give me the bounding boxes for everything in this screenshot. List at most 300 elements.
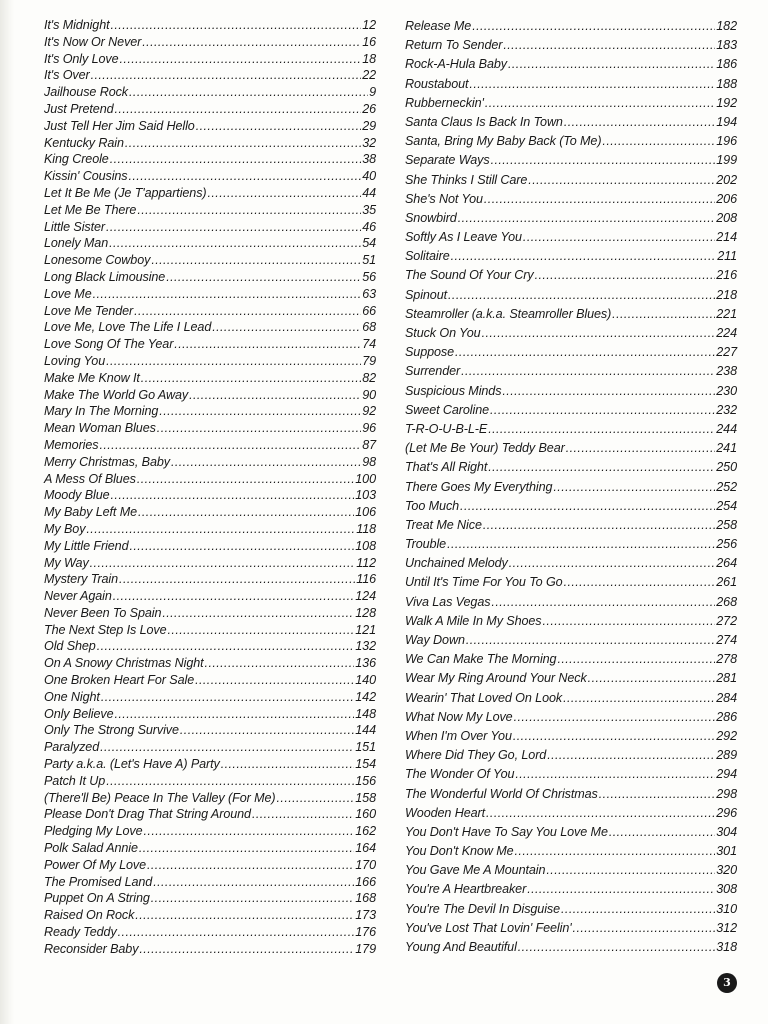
song-title: She Thinks I Still Care	[405, 172, 528, 187]
song-title: Mystery Train	[44, 572, 119, 587]
dot-leader	[174, 336, 361, 353]
song-page-number: 35	[362, 202, 376, 217]
song-page-number: 12	[362, 18, 376, 32]
song-title: Sweet Caroline	[405, 402, 490, 417]
song-page-number: 118	[356, 521, 376, 536]
song-page-number: 66	[362, 303, 376, 318]
dot-leader	[93, 286, 362, 303]
index-entry	[405, 94, 737, 113]
song-page-number: 38	[362, 152, 376, 167]
index-entry	[44, 403, 376, 420]
dot-leader	[491, 151, 716, 170]
dot-leader	[515, 842, 716, 861]
song-page-number: 98	[362, 454, 376, 469]
song-page-number: 206	[716, 191, 737, 206]
index-entry	[44, 487, 376, 504]
dot-leader	[563, 689, 715, 708]
dot-leader	[599, 785, 716, 804]
index-entry	[405, 305, 737, 324]
song-page-number: 18	[362, 51, 376, 66]
song-page-number: 121	[355, 622, 376, 637]
song-page-number: 294	[716, 767, 737, 782]
index-entry	[44, 504, 376, 521]
dot-leader	[106, 353, 361, 370]
song-title: The Wonderful World Of Christmas	[405, 786, 598, 801]
song-page-number: 44	[362, 185, 376, 200]
song-page-number: 56	[362, 269, 376, 284]
song-page-number: 22	[362, 68, 376, 83]
dot-leader	[157, 420, 361, 437]
song-title: Old Shep	[44, 639, 96, 654]
song-page-number: 179	[355, 941, 376, 956]
index-entry	[44, 890, 376, 907]
song-title: Wear My Ring Around Your Neck	[405, 671, 587, 686]
index-entry	[405, 804, 737, 823]
dot-leader	[566, 439, 716, 458]
index-entry	[44, 336, 376, 353]
dot-leader	[557, 650, 715, 669]
dot-leader	[458, 209, 716, 228]
index-entry	[44, 924, 376, 941]
song-title: It's Now Or Never	[44, 34, 142, 49]
song-page-number: 286	[716, 709, 737, 724]
song-page-number: 9	[369, 85, 376, 100]
song-title: Love Me, Love The Life I Lead	[44, 320, 212, 335]
dot-leader	[277, 790, 355, 807]
index-entry	[44, 168, 376, 185]
song-title: (There'll Be) Peace In The Valley (For Me)	[44, 790, 276, 805]
song-page-number: 211	[717, 249, 737, 264]
song-title: Suppose	[405, 345, 455, 360]
song-title: Never Again	[44, 589, 112, 604]
song-title: Memories	[44, 437, 99, 452]
song-title: Just Pretend	[44, 101, 114, 116]
song-title: Surrender	[405, 364, 461, 379]
index-entry	[405, 343, 737, 362]
song-title: The Sound Of Your Cry	[405, 268, 534, 283]
index-entry	[405, 151, 737, 170]
song-page-number: 26	[362, 101, 376, 116]
index-entry	[44, 571, 376, 588]
dot-leader	[111, 17, 362, 34]
index-entry	[44, 790, 376, 807]
index-entry	[405, 708, 737, 727]
song-title: There Goes My Everything	[405, 479, 553, 494]
index-entry	[44, 655, 376, 672]
dot-leader	[138, 504, 354, 521]
index-entry	[44, 756, 376, 773]
index-entry	[405, 36, 737, 55]
song-title: Never Been To Spain	[44, 605, 162, 620]
song-page-number: 74	[362, 337, 376, 352]
song-page-number: 90	[362, 387, 376, 402]
dot-leader	[447, 535, 715, 554]
index-entry	[405, 880, 737, 899]
song-title: Stuck On You	[405, 326, 481, 340]
song-page-number: 183	[716, 38, 737, 53]
index-entry	[44, 538, 376, 555]
song-title: Way Down	[405, 633, 465, 647]
dot-leader	[509, 554, 716, 573]
song-title: The Promised Land	[44, 874, 153, 889]
song-title: What Now My Love	[405, 709, 513, 724]
song-page-number: 166	[355, 874, 376, 889]
song-page-number: 82	[362, 370, 376, 385]
dot-leader	[129, 168, 362, 185]
index-entry	[44, 235, 376, 252]
song-page-number: 188	[716, 76, 737, 91]
index-entry	[44, 638, 376, 655]
dot-leader	[515, 765, 715, 784]
index-entry	[405, 497, 737, 516]
song-page-number: 160	[355, 807, 376, 822]
index-entry	[405, 727, 737, 746]
dot-leader	[134, 303, 361, 320]
index-entry	[405, 286, 737, 305]
song-title: Kentucky Rain	[44, 135, 124, 150]
index-entry	[405, 554, 737, 573]
song-page-number: 296	[716, 805, 737, 820]
song-page-number: 218	[716, 287, 737, 302]
song-page-number: 252	[716, 479, 737, 494]
song-page-number: 151	[355, 740, 376, 755]
song-title: Return To Sender	[405, 38, 503, 53]
song-page-number: 292	[716, 728, 737, 743]
index-entry	[44, 454, 376, 471]
song-title: Let It Be Me (Je T'appartiens)	[44, 185, 207, 200]
song-title: Moody Blue	[44, 488, 110, 503]
song-page-number: 289	[716, 748, 737, 763]
song-title: Santa, Bring My Baby Back (To Me)	[405, 134, 602, 149]
index-entry	[44, 151, 376, 168]
song-title: Unchained Melody	[405, 556, 508, 571]
song-page-number: 68	[362, 320, 376, 335]
dot-leader	[135, 907, 354, 924]
song-page-number: 132	[355, 639, 376, 654]
dot-leader	[561, 900, 715, 919]
index-entry	[44, 874, 376, 891]
dot-leader	[573, 919, 716, 938]
song-title: Love Me Tender	[44, 303, 134, 318]
dot-leader	[97, 638, 355, 655]
index-entry	[405, 842, 737, 861]
song-title: Walk A Mile In My Shoes	[405, 613, 542, 628]
index-entry	[405, 75, 737, 94]
song-title: Roustabout	[405, 76, 469, 91]
song-title: Softly As I Leave You	[405, 230, 522, 245]
dot-leader	[115, 101, 362, 118]
dot-leader	[86, 521, 355, 538]
index-entry	[44, 353, 376, 370]
song-title: My Baby Left Me	[44, 505, 137, 520]
song-page-number: 54	[362, 236, 376, 251]
dot-leader	[141, 370, 361, 387]
song-title: Snowbird	[405, 210, 457, 225]
dot-leader	[90, 555, 356, 572]
index-entry	[405, 266, 737, 285]
index-entry	[44, 387, 376, 404]
dot-leader	[518, 938, 716, 957]
song-page-number: 301	[716, 844, 737, 859]
song-title: Until It's Time For You To Go	[405, 575, 563, 590]
song-page-number: 186	[716, 57, 737, 72]
song-title: You've Lost That Lovin' Feelin'	[405, 920, 572, 935]
song-page-number: 116	[356, 572, 376, 587]
song-title: It's Midnight	[44, 18, 110, 32]
song-title: (Let Me Be Your) Teddy Bear	[405, 441, 565, 456]
index-entry	[44, 521, 376, 538]
song-title: Only The Strong Survive	[44, 723, 179, 738]
song-page-number: 16	[362, 34, 376, 49]
index-entry	[405, 382, 737, 401]
dot-leader	[491, 593, 715, 612]
song-title: Party a.k.a. (Let's Have A) Party	[44, 757, 220, 772]
index-entry	[44, 303, 376, 320]
index-entry	[405, 938, 737, 957]
dot-leader	[564, 113, 715, 132]
song-index-right-column	[405, 17, 737, 957]
song-page-number: 274	[716, 633, 737, 647]
song-page-number: 170	[355, 857, 376, 872]
song-page-number: 92	[362, 404, 376, 419]
index-entry	[405, 439, 737, 458]
dot-leader	[482, 324, 716, 343]
song-page-number: 156	[355, 773, 376, 788]
index-entry	[405, 861, 737, 880]
index-entry	[44, 823, 376, 840]
song-title: Spinout	[405, 287, 448, 302]
index-entry	[405, 209, 737, 228]
dot-leader	[612, 305, 715, 324]
dot-leader	[547, 746, 715, 765]
song-page-number: 278	[716, 652, 737, 667]
index-entry	[405, 171, 737, 190]
dot-leader	[196, 118, 361, 135]
dot-leader	[106, 219, 361, 236]
index-entry	[44, 135, 376, 152]
dot-leader	[451, 247, 717, 266]
song-page-number: 318	[716, 940, 737, 954]
song-page-number: 256	[716, 537, 737, 552]
dot-leader	[129, 84, 368, 101]
dot-leader	[513, 727, 715, 746]
song-page-number: 162	[355, 824, 376, 839]
dot-leader	[523, 228, 715, 247]
dot-leader	[484, 190, 715, 209]
song-title: Please Don't Drag That String Around	[44, 807, 251, 822]
song-page-number: 230	[716, 383, 737, 398]
song-title: Lonely Man	[44, 236, 109, 251]
song-title: One Night	[44, 689, 100, 704]
song-page-number: 96	[362, 421, 376, 436]
index-entry	[405, 516, 737, 535]
index-entry	[44, 672, 376, 689]
song-page-number: 144	[355, 723, 376, 738]
index-entry	[44, 51, 376, 68]
index-entry	[44, 286, 376, 303]
song-title: Separate Ways	[405, 153, 490, 168]
index-entry	[405, 458, 737, 477]
song-title: It's Over	[44, 68, 90, 83]
index-entry	[44, 907, 376, 924]
index-entry	[44, 319, 376, 336]
index-entry	[44, 739, 376, 756]
index-entry	[44, 857, 376, 874]
song-page-number: 268	[716, 594, 737, 609]
index-entry	[44, 605, 376, 622]
dot-leader	[455, 343, 715, 362]
song-title: Reconsider Baby	[44, 941, 139, 956]
song-title: Love Song Of The Year	[44, 337, 174, 352]
song-page-number: 196	[716, 134, 737, 149]
song-page-number: 281	[716, 671, 737, 686]
song-page-number: 241	[716, 441, 737, 456]
index-entry	[405, 401, 737, 420]
index-entry	[44, 706, 376, 723]
index-entry	[405, 823, 737, 842]
song-title: Treat Me Nice	[405, 517, 482, 532]
song-title: Jailhouse Rock	[44, 85, 129, 100]
dot-leader	[483, 516, 715, 535]
dot-leader	[460, 497, 715, 516]
song-page-number: 244	[716, 421, 737, 436]
song-title: Young And Beautiful	[405, 940, 517, 954]
dot-leader	[472, 17, 715, 36]
song-title: Too Much	[405, 498, 460, 513]
dot-leader	[221, 756, 355, 773]
index-entry	[44, 219, 376, 236]
song-page-number: 136	[355, 656, 376, 671]
index-entry	[405, 478, 737, 497]
song-page-number: 216	[716, 268, 737, 283]
index-entry	[44, 17, 376, 34]
dot-leader	[527, 880, 715, 899]
index-entry	[44, 118, 376, 135]
dot-leader	[120, 51, 362, 68]
song-page-number: 108	[355, 538, 376, 553]
dot-leader	[162, 605, 354, 622]
dot-leader	[212, 319, 361, 336]
dot-leader	[99, 437, 361, 454]
song-title: Ready Teddy	[44, 925, 117, 940]
dot-leader	[195, 672, 354, 689]
dot-leader	[490, 401, 715, 420]
song-page-number: 106	[355, 505, 376, 520]
song-page-number: 164	[355, 841, 376, 856]
song-title: Raised On Rock	[44, 908, 135, 923]
song-title: T-R-O-U-B-L-E	[405, 421, 488, 436]
index-entry	[44, 34, 376, 51]
song-page-number: 308	[716, 882, 737, 897]
song-page-number: 232	[716, 402, 737, 417]
dot-leader	[514, 708, 716, 727]
song-page-number: 208	[716, 210, 737, 225]
song-title: Viva Las Vegas	[405, 594, 491, 609]
dot-leader	[142, 34, 361, 51]
dot-leader	[159, 403, 361, 420]
song-title: You Gave Me A Mountain	[405, 863, 546, 878]
song-page-number: 128	[355, 605, 376, 620]
dot-leader	[119, 571, 355, 588]
index-entry	[405, 535, 737, 554]
song-page-number: 51	[362, 253, 376, 268]
dot-leader	[129, 538, 354, 555]
song-title: Where Did They Go, Lord	[405, 748, 547, 763]
dot-leader	[535, 266, 716, 285]
index-entry	[405, 631, 737, 650]
song-title: We Can Make The Morning	[405, 652, 557, 667]
song-page-number: 142	[355, 689, 376, 704]
song-title: A Mess Of Blues	[44, 471, 136, 486]
song-title: Paralyzed	[44, 740, 100, 755]
song-page-number: 63	[362, 286, 376, 301]
index-entry	[405, 324, 737, 343]
song-title: Love Me	[44, 286, 92, 301]
index-entry	[405, 420, 737, 439]
song-title: Lonesome Cowboy	[44, 253, 151, 268]
song-title: Wooden Heart	[405, 805, 486, 820]
index-entry	[44, 773, 376, 790]
index-entry	[405, 247, 737, 266]
index-entry	[44, 471, 376, 488]
dot-leader	[91, 67, 362, 84]
song-title: The Wonder Of You	[405, 767, 515, 782]
index-entry	[44, 555, 376, 572]
song-title: When I'm Over You	[405, 728, 512, 743]
dot-leader	[110, 151, 361, 168]
index-entry	[405, 362, 737, 381]
index-entry	[405, 132, 737, 151]
song-title: Mary In The Morning	[44, 404, 159, 419]
song-title: Solitaire	[405, 249, 450, 264]
index-entry	[44, 84, 376, 101]
index-entry	[44, 185, 376, 202]
song-title: My Little Friend	[44, 538, 129, 553]
dot-leader	[111, 487, 355, 504]
song-page-number: 168	[355, 891, 376, 906]
index-entry	[405, 650, 737, 669]
song-index-left-column	[44, 17, 376, 958]
dot-leader	[189, 387, 361, 404]
index-entry	[44, 420, 376, 437]
index-entry	[44, 722, 376, 739]
index-entry	[405, 17, 737, 36]
song-title: Make Me Know It	[44, 370, 140, 385]
song-title: Polk Salad Annie	[44, 841, 138, 856]
index-entry	[44, 252, 376, 269]
song-title: Wearin' That Loved On Look	[405, 690, 563, 705]
index-entry	[44, 588, 376, 605]
dot-leader	[100, 739, 354, 756]
dot-leader	[553, 478, 715, 497]
song-page-number: 202	[716, 172, 737, 187]
dot-leader	[153, 874, 354, 891]
song-title: Merry Christmas, Baby	[44, 454, 170, 469]
song-title: Power Of My Love	[44, 857, 146, 872]
dot-leader	[502, 382, 715, 401]
song-page-number: 221	[716, 306, 737, 321]
song-title: It's Only Love	[44, 51, 119, 66]
song-page-number: 140	[355, 673, 376, 688]
song-page-number: 87	[362, 437, 376, 452]
dot-leader	[151, 890, 355, 907]
dot-leader	[448, 286, 715, 305]
dot-leader	[546, 861, 715, 880]
song-page-number: 214	[716, 230, 737, 245]
song-page-number: 103	[355, 488, 376, 503]
index-entry	[405, 573, 737, 592]
song-page-number: 254	[716, 498, 737, 513]
